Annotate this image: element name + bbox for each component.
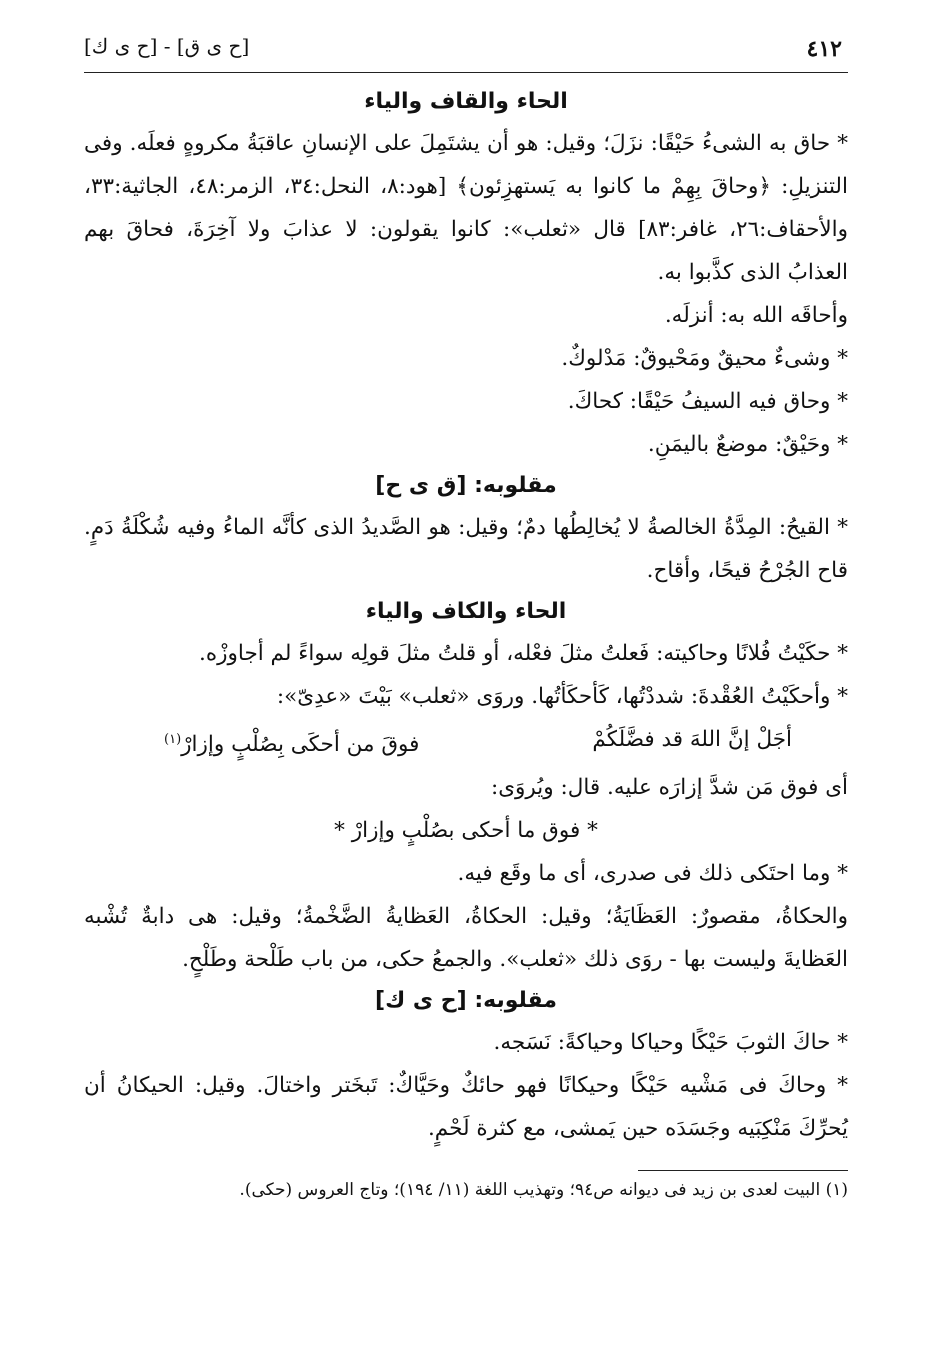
section-title: الحاء والكاف والياء	[365, 599, 567, 624]
dictionary-page	[84, 28, 848, 1368]
entry-paragraph: * القيحُ: المِدَّةُ الخالصةُ لا يُخالِطُها دمٌ؛ وقيل: هو الصَّديدُ الذى كأنَّه الماءُ وفيه شُكْلَةُ دَمٍ. قاح الجُرْحُ قيحًا، وأقاح.	[84, 515, 848, 583]
entry-paragraph: * حاق به الشىءُ حَيْقًا: نزَلَ؛ وقيل: هو أن يشتَمِلَ على الإنسانِ عاقبَةُ مكروهٍ فعلَه. وفى التنزيلِ: ﴿وحاقَ بِهِمْ ما كانوا به يَستهزِئون﴾ [هود:٨، النحل:٣٤، الزمر:٤٨، الجاثية:٣٣، والأحقاف:٢٦، غافر:٨٣] قال «ثعلب»: كانوا يقولون: لا عذابَ ولا آخِرَةَ، فحاقَ بهم العذابُ الذى كذَّبوا به.	[84, 131, 848, 285]
entry-paragraph: وأحاقَه الله به: أنزلَه.	[664, 303, 848, 328]
entry-paragraph: * وحَيْقٌ: موضعٌ باليمَنِ.	[647, 432, 848, 457]
poem-hemistich-left	[164, 718, 419, 766]
poem-hemistich-right: أجَلْ إنَّ اللهَ قد فضَّلَكُمْ	[592, 727, 792, 752]
entry-paragraph: * وأحكَيْتُ العُقْدةَ: شددْتُها، كَأحكَأتُها. وروَى «ثعلب» بَيْتَ «عدِىّ»:	[276, 684, 848, 709]
entry-paragraph: * وحاق فيه السيفُ حَيْقًا: كحاكَ.	[567, 389, 848, 414]
entry-paragraph: أى فوق مَن شدَّ إزارَه عليه. قال: ويُروَى:	[490, 775, 848, 801]
section-title: مقلوبه: [ح ى ك]	[375, 988, 557, 1014]
footnote-rule	[638, 1170, 848, 1171]
section-title: الحاء والقاف والياء	[364, 89, 568, 114]
poem-variant: * فوق ما أحكى بصُلْبٍ وإزارْ *	[334, 818, 598, 844]
poem-verse	[84, 718, 848, 766]
entry-paragraph: * وشىءٌ محيقٌ ومَحْيوقٌ: مَدْلوكٌ.	[561, 346, 848, 371]
poem-hemistich-left-text: فوقَ من أحكَى بِصُلْبٍ وإزارْ	[181, 732, 420, 758]
entry-paragraph: * حكَيْتُ فُلانًا وحاكيته: فَعلتُ مثلَ فعْله، أو قلتُ مثلَ قولِه سواءً لم أجاوزْه.	[199, 641, 848, 666]
entry-paragraph: والحكاةُ، مقصورٌ: العَظَايَةُ؛ وقيل: الحكاةُ، العَظايةُ الضَّخْمةُ؛ وقيل: هى دابةٌ تُشْبه العَظايةَ وليست بها - روَى ذلك «ثعلب». والجمعُ حكى، من باب طَلْحة وطَلْحٍ.	[84, 904, 848, 973]
header-rule	[84, 72, 848, 73]
running-header	[84, 28, 848, 68]
entry-range: [ح ى ق] - [ح ى ك]	[84, 34, 250, 58]
entry-paragraph: * حاكَ الثوبَ حَيْكًا وحياكا وحياكةً: نَسَجه.	[493, 1030, 848, 1056]
entry-paragraph: * وحاكَ فى مَشْيه حَيْكًا وحيكانًا فهو حائكٌ وحَيَّاكٌ: تَبخَتر واختالَ. وقيل: الحيكانُ أن يُحرِّكَ مَنْكِبَيه وجَسَدَه حين يَمشى، مع كثرة لَحْمٍ.	[84, 1073, 848, 1142]
footnote-reference: (١)	[164, 732, 182, 747]
entry-paragraph: * وما احتَكى ذلك فى صدرى، أى ما وقَع فيه.	[457, 861, 848, 887]
footnote: (١) البيت لعدى بن زيد فى ديوانه ص٩٤؛ وتهذيب اللغة (١١/ ١٩٤)؛ وتاج العروس (حكى).	[239, 1180, 848, 1201]
section-title: مقلوبه: [ق ى ح]	[375, 473, 557, 498]
page-number: ٤١٢	[806, 36, 842, 62]
